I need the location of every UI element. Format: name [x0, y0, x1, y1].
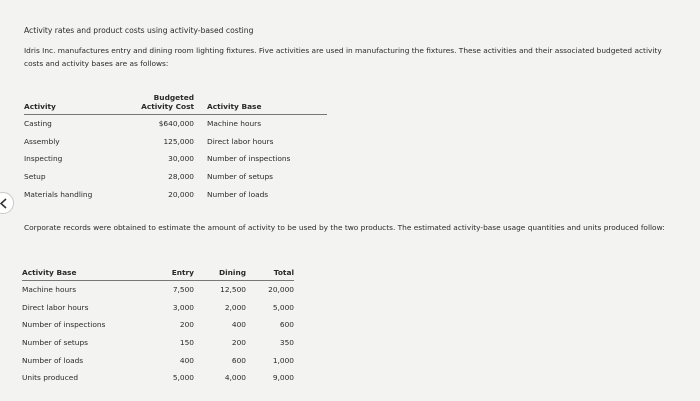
cell-total: 600 — [279, 320, 294, 330]
table-row — [24, 133, 327, 151]
cell-dining: 2,000 — [224, 302, 246, 312]
cell-entry: 400 — [179, 355, 194, 365]
cell-base: Direct labor hours — [207, 136, 274, 146]
cell-total: 9,000 — [272, 373, 294, 383]
table-row — [22, 351, 294, 369]
cell-dining: 12,500 — [220, 285, 246, 295]
table-header-row — [24, 89, 327, 115]
table-row — [22, 369, 294, 387]
cell-total: 350 — [279, 338, 294, 348]
cell-base: Number of loads — [22, 355, 84, 365]
cell-cost: 125,000 — [163, 136, 194, 146]
cell-base: Direct labor hours — [22, 302, 89, 312]
header-activity: Activity — [24, 89, 112, 115]
cell-base: Machine hours — [22, 285, 77, 295]
cell-base: Number of setups — [207, 172, 274, 182]
cell-total: 5,000 — [272, 302, 294, 312]
intro-paragraph: Idris Inc. manufactures entry and dining room lighting fixtures. Five activities are used in manufacturing the fixtures. These activities and their associated budgeted activity costs and activity bases are as follows: — [24, 46, 662, 68]
cell-activity: Inspecting — [24, 154, 63, 164]
cell-base: Units produced — [22, 373, 79, 383]
cell-activity: Materials handling — [24, 189, 93, 199]
cell-entry: 7,500 — [172, 285, 194, 295]
problem-title: Activity rates and product costs using activity-based costing — [24, 26, 254, 35]
table-row — [22, 334, 294, 352]
previous-page-button[interactable] — [0, 192, 14, 214]
cell-entry: 3,000 — [172, 302, 194, 312]
cell-activity: Casting — [24, 119, 52, 129]
cell-cost: 20,000 — [168, 189, 194, 199]
header-activity-base: Activity Base — [207, 89, 327, 115]
header-dining: Dining — [194, 263, 246, 281]
cell-base: Number of loads — [207, 189, 269, 199]
table-row — [22, 281, 294, 299]
table-row — [24, 185, 327, 203]
header-total: Total — [246, 263, 294, 281]
chevron-left-icon — [0, 198, 8, 209]
cell-dining: 400 — [231, 320, 246, 330]
table-row — [22, 316, 294, 334]
table-row — [24, 168, 327, 186]
cell-cost: $640,000 — [158, 119, 194, 129]
cell-base: Number of setups — [22, 338, 89, 348]
table-header-row — [22, 263, 294, 281]
cell-cost: 30,000 — [168, 154, 194, 164]
cell-base: Number of inspections — [22, 320, 106, 330]
cell-cost: 28,000 — [168, 172, 194, 182]
activity-usage-table — [22, 263, 294, 387]
cell-entry: 200 — [179, 320, 194, 330]
cell-total: 20,000 — [268, 285, 294, 295]
corporate-records-paragraph: Corporate records were obtained to estimate the amount of activity to be used by the two products. The estimated activity-base usage quantities and units produced follow: — [24, 223, 665, 232]
cell-base: Machine hours — [207, 119, 262, 129]
table-row — [24, 150, 327, 168]
table-row — [24, 115, 327, 133]
header-entry: Entry — [132, 263, 194, 281]
activity-cost-table — [24, 89, 327, 203]
header-budgeted-line1: Budgeted — [153, 93, 194, 102]
table-row — [22, 299, 294, 317]
cell-dining: 200 — [231, 338, 246, 348]
cell-dining: 4,000 — [224, 373, 246, 383]
cell-activity: Assembly — [24, 136, 60, 146]
cell-activity: Setup — [24, 172, 46, 182]
cell-base: Number of inspections — [207, 154, 291, 164]
header-activity-base: Activity Base — [22, 263, 132, 281]
cell-entry: 150 — [179, 338, 194, 348]
header-budgeted-line2: Activity Cost — [141, 102, 194, 111]
header-budgeted-cost — [112, 89, 207, 115]
cell-entry: 5,000 — [172, 373, 194, 383]
cell-total: 1,000 — [272, 355, 294, 365]
cell-dining: 600 — [231, 355, 246, 365]
